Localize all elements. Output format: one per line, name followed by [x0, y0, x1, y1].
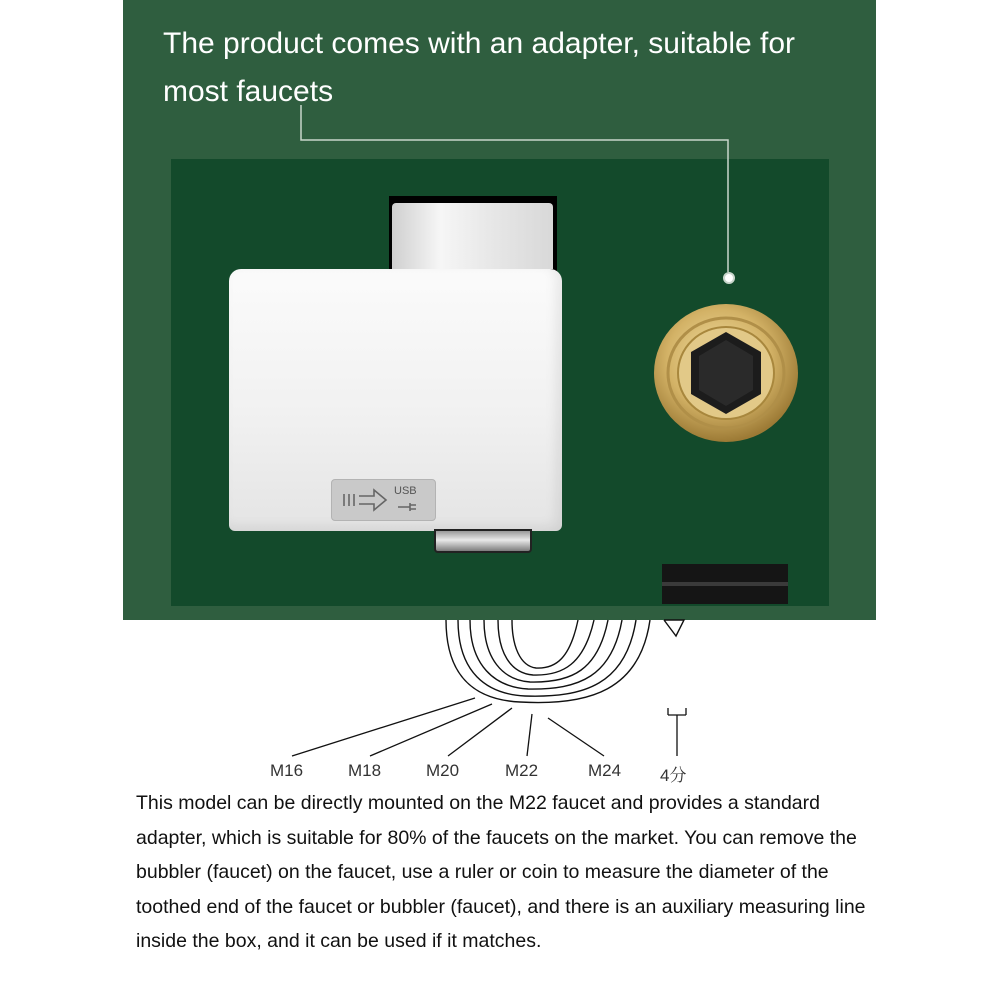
gauge-label-m16: M16: [270, 761, 304, 780]
plug-icon: [396, 501, 418, 513]
device-nozzle: [434, 529, 532, 553]
gauge-label-4fen: 4分: [660, 766, 687, 785]
brass-adapter: [651, 302, 801, 444]
headline: The product comes with an adapter, suitable for most faucets: [163, 27, 796, 108]
gauge-label-m22: M22: [505, 761, 539, 780]
description-text: This model can be directly mounted on the M22 faucet and provides a standard adapter, which is suitable for 80% of the faucets on the market. You can remove the bubbler (faucet) on the faucet, use a ruler or coin to measure the diameter of the toothed end of the faucet or bubbler (faucet), and there is an auxiliary measuring line inside the box, and it can be used if it matches.: [136, 792, 866, 952]
gauge-label-m24: M24: [588, 761, 622, 780]
gauge-label-m20: M20: [426, 761, 460, 780]
usb-label: USB: [394, 485, 417, 497]
usb-arrow-icon: [340, 488, 390, 512]
device-mount-collar: [392, 203, 553, 269]
usb-port-cover: [331, 479, 436, 521]
gauge-label-m18: M18: [348, 761, 382, 780]
dark-stripe: [662, 564, 788, 604]
